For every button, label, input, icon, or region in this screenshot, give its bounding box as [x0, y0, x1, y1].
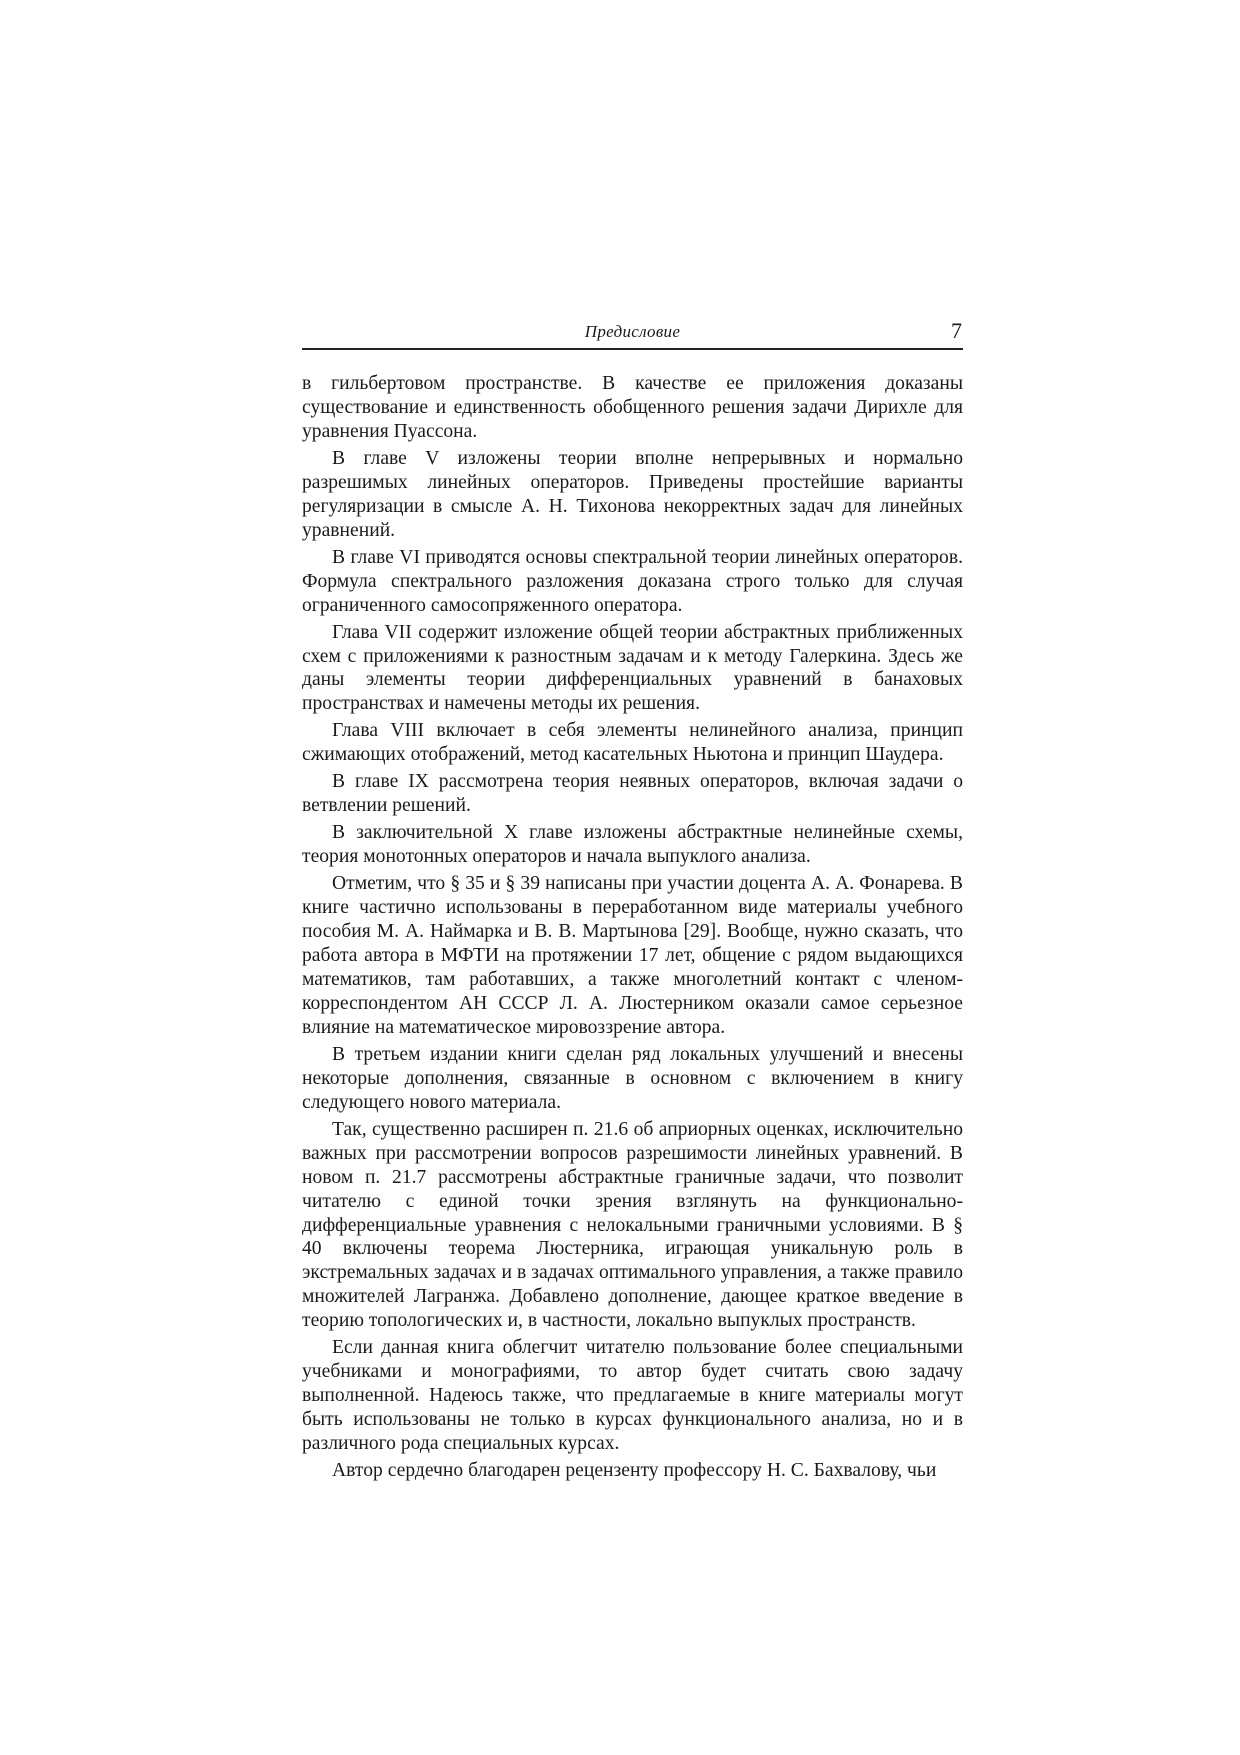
running-title: Предисловие: [584, 322, 681, 341]
paragraph: Отметим, что § 35 и § 39 написаны при участии доцента А. А. Фонарева. В книге частично использованы в переработанном виде материалы учебного пособия М. А. Наймарка и В. В. Мартынова [29]. Вообще, нужно сказать, что работа автора в МФТИ на протяжении 17 лет, общение с рядом выдающихся математиков, там работавших, а также многолетний контакт с членом-корреспондентом АН СССР Л. А. Люстерником оказали самое серьезное влияние на математическое мировоззрение автора.: [302, 873, 963, 1038]
paragraph: В главе VI приводятся основы спектральной теории линейных операторов. Формула спектрального разложения доказана строго только для случая ограниченного самосопряженного оператора.: [302, 546, 963, 616]
paragraph-continued: в гильбертовом пространстве. В качестве ее приложения доказаны существование и единственность обобщенного решения задачи Дирихле для уравнения Пуассона.: [302, 373, 963, 442]
paragraph: Если данная книга облегчит читателю пользование более специальными учебниками и монографиями, то автор будет считать свою задачу выполненной. Надеюсь также, что предлагаемые в книге материалы могут быть использованы не только в курсах функционального анализа, но и в различного рода специальных курсах.: [302, 1337, 963, 1454]
paragraph: В главе IX рассмотрена теория неявных операторов, включая задачи о ветвлении решений.: [302, 771, 963, 817]
paragraph: В заключительной X главе изложены абстрактные нелинейные схемы, теория монотонных операторов и начала выпуклого анализа.: [302, 822, 963, 868]
body-text: [302, 372, 963, 1483]
paragraph: Глава VII содержит изложение общей теории абстрактных приближенных схем с приложениями к разностным задачам и к методу Галеркина. Здесь же даны элементы теории дифференциальных уравнений в банаховых пространствах и намечены методы их решения.: [302, 621, 963, 715]
page-number: 7: [951, 318, 962, 343]
paragraph: Глава VIII включает в себя элементы нелинейного анализа, принцип сжимающих отображений, метод касательных Ньютона и принцип Шаудера.: [302, 720, 963, 766]
paragraph: Так, существенно расширен п. 21.6 об априорных оценках, исключительно важных при рассмотрении вопросов разрешимости линейных уравнений. В новом п. 21.7 рассмотрены абстрактные граничные задачи, что позволит читателю с единой точки зрения взглянуть на функционально-дифференциальные уравнения с нелокальными граничными условиями. В § 40 включены теорема Люстерника, играющая уникальную роль в экстремальных задачах и в задачах оптимального управления, а также правило множителей Лагранжа. Добавлено дополнение, дающее краткое введение в теорию топологических и, в частности, локально выпуклых пространств.: [302, 1118, 963, 1332]
paragraph: В третьем издании книги сделан ряд локальных улучшений и внесены некоторые дополнения, связанные в основном с включением в книгу следующего нового материала.: [302, 1043, 963, 1113]
paragraph: В главе V изложены теории вполне непрерывных и нормально разрешимых линейных операторов. Приведены простейшие варианты регуляризации в смысле А. Н. Тихонова некорректных задач для линейных уравнений.: [302, 447, 963, 541]
page-header: [302, 318, 963, 350]
paragraph: Автор сердечно благодарен рецензенту профессору Н. С. Бахвалову, чьи: [332, 1459, 937, 1481]
